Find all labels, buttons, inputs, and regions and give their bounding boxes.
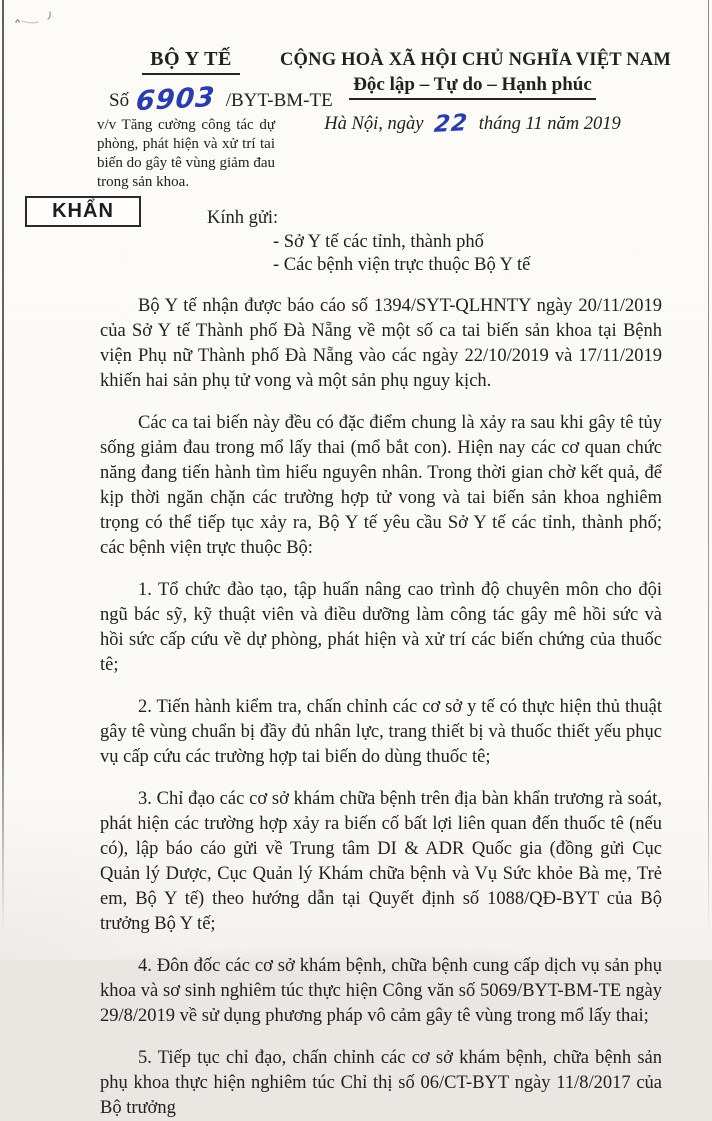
paragraph-intro: Bộ Y tế nhận được báo cáo số 1394/SYT-QLHNTY ngày 20/11/2019 của Sở Y tế Thành phố Đà Nẵng về một số ca tai biến sản khoa tại Bệnh viện Phụ nữ Thành phố Đà Nẵng vào các ngày 22/10/2019 và 17/11/2019 khiến hai sản phụ tử vong và một sản phụ nguy kịch. bbox=[100, 296, 662, 391]
paragraph-item-2: 2. Tiến hành kiểm tra, chấn chỉnh các cơ sở y tế có thực hiện thủ thuật gây tê vùng chuẩn bị đầy đủ nhân lực, trang thiết bị và thuốc thiết yếu phục vụ cấp cứu các trường hợp tai biến do dùng thuốc tê; bbox=[100, 697, 662, 767]
document-subject: v/v Tăng cường công tác dự phòng, phát hiện và xử trí tai biến do gây tê vùng giảm đau trong sản khoa. bbox=[97, 117, 275, 190]
letter-body bbox=[100, 205, 662, 1121]
national-motto: Độc lập – Tự do – Hạnh phúc bbox=[349, 74, 596, 100]
scan-edge-right bbox=[708, 0, 710, 960]
document-number-label: Số bbox=[109, 90, 130, 111]
document-number-line bbox=[95, 81, 333, 118]
paragraph-item-3: 3. Chỉ đạo các cơ sở khám chữa bệnh trên địa bàn khẩn trương rà soát, phát hiện các trường hợp xảy ra biến cố bất lợi liên quan đến thuốc tê (nếu có), lập báo cáo gửi về Trung tâm DI & ADR Quốc gia (đồng gửi Cục Quản lý Dược, Cục Quản lý Khám chữa bệnh và Vụ Sức khỏe Bà mẹ, Trẻ em, Bộ Y tế) theo hướng dẫn tại Quyết định số 1088/QĐ-BYT của Bộ trưởng Bộ Y tế; bbox=[100, 789, 662, 934]
recipient-line: - Các bệnh viện trực thuộc Bộ Y tế bbox=[273, 255, 531, 275]
paragraph-item-1: 1. Tổ chức đào tạo, tập huấn nâng cao trình độ chuyên môn cho đội ngũ bác sỹ, kỹ thuật viên và điều dưỡng làm công tác gây mê hồi sức và hồi sức cấp cứu về dự phòng, phát hiện và xử trí các biến chứng của thuốc tê; bbox=[100, 580, 662, 675]
salutation: Kính gửi: bbox=[207, 208, 279, 228]
place-date-suffix: tháng 11 năm 2019 bbox=[478, 114, 621, 134]
recipient-line: - Sở Y tế các tỉnh, thành phố bbox=[273, 232, 484, 252]
document-number-handwritten: 6903 bbox=[134, 81, 217, 118]
urgency-stamp: KHẨN bbox=[25, 196, 141, 227]
date-day-handwritten: 22 bbox=[433, 110, 470, 138]
agency-name: BỘ Y TẾ bbox=[142, 48, 240, 75]
header-right-column bbox=[280, 50, 672, 138]
header-left-column bbox=[95, 48, 333, 192]
scan-edge-left bbox=[2, 0, 4, 960]
paragraph-context: Các ca tai biến này đều có đặc điểm chung là xảy ra sau khi gây tê tủy sống giảm đau trong mổ lấy thai (mổ bắt con). Hiện nay các cơ quan chức năng đang tiến hành tìm hiểu nguyên nhân. Trong thời gian chờ kết quả, để kịp thời ngăn chặn các trường hợp tử vong và tai biến sản khoa nghiêm trọng có thể tiếp tục xảy ra, Bộ Y tế yêu cầu Sở Y tế các tỉnh, thành phố; các bệnh viện trực thuộc Bộ: bbox=[100, 413, 662, 558]
national-title: CỘNG HOÀ XÃ HỘI CHỦ NGHĨA VIỆT NAM bbox=[280, 50, 672, 70]
place-date-line bbox=[280, 110, 665, 138]
place-date-prefix: Hà Nội, ngày bbox=[324, 114, 424, 134]
pen-scribble-mark bbox=[12, 8, 62, 30]
paragraph-item-4: 4. Đôn đốc các cơ sở khám bệnh, chữa bệnh cung cấp dịch vụ sản phụ khoa và sơ sinh nghiêm túc thực hiện Công văn số 5069/BYT-BM-TE ngày 29/8/2019 về sử dụng phương pháp vô cảm gây tê vùng trong mổ lấy thai; bbox=[100, 956, 662, 1026]
paragraph-item-5: 5. Tiếp tục chỉ đạo, chấn chỉnh các cơ sở khám bệnh, chữa bệnh sản phụ khoa thực hiện nghiêm túc Chỉ thị số 06/CT-BYT ngày 11/8/2017 của Bộ trưởng bbox=[100, 1048, 662, 1118]
document-number-suffix: /BYT-BM-TE bbox=[225, 90, 333, 111]
